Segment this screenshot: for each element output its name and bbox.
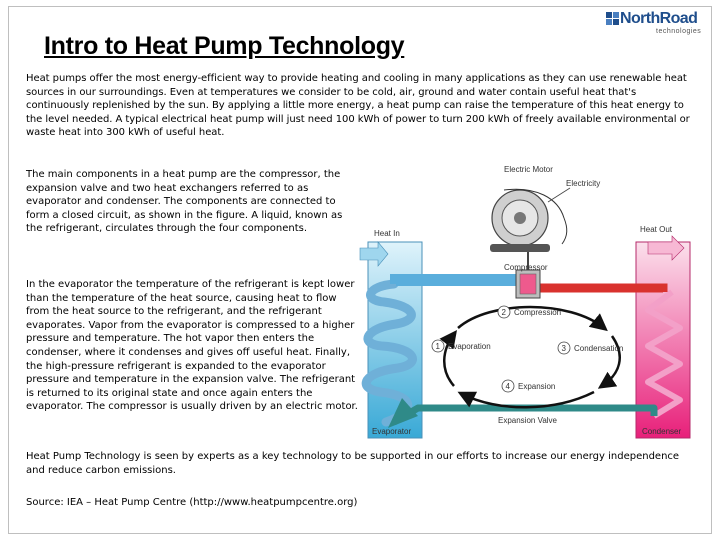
- evaporator-label: Evaporator: [372, 427, 412, 436]
- northroad-logo: [606, 10, 706, 40]
- hot-line: [528, 288, 663, 292]
- logo-mark-icon: [606, 12, 620, 26]
- page-title: Intro to Heat Pump Technology: [44, 32, 405, 60]
- components-paragraph: The main components in a heat pump are the compressor, the expansion valve and two heat exchangers referred to as evaporator and condenser. The components are connected to form a closed circuit, as shown in the figure. A liquid, known as the refrigerant, circulates through the four components.: [26, 169, 343, 235]
- conclusion-paragraph: Heat Pump Technology is seen by experts as a key technology to be supported in our efforts to increase our energy independence and reduce carbon emissions.: [26, 451, 680, 476]
- heat-pump-diagram: [358, 160, 702, 442]
- compression-label: Compression: [514, 308, 562, 317]
- intro-paragraph: Heat pumps offer the most energy-efficient way to provide heating and cooling in many applications as they can use renewable heat sources in our surroundings. Even at temperatures we consider to be cold, air, ground and water contain useful heat that's continuously replenished by the sun. By applying a little more energy, a heat pump can raise the temperature of this heat energy to the level needed. A typical electrical heat pump will just need 100 kWh of power to turn 200 kWh of freely available environmental or waste heat into 300 kWh of useful heat.: [26, 73, 690, 139]
- logo-text: NorthRoad: [620, 10, 698, 27]
- source-paragraph: Source: IEA – Heat Pump Centre (http://www.heatpumpcentre.org): [26, 497, 358, 508]
- electric-motor-label: Electric Motor: [504, 165, 553, 174]
- step-number-3: 3: [561, 344, 566, 353]
- cold-line: [396, 280, 528, 284]
- logo-subtext: technologies: [656, 28, 702, 35]
- electricity-label: Electricity: [566, 179, 601, 188]
- step-number-2: 2: [501, 308, 506, 317]
- condensation-label: Condensation: [574, 344, 624, 353]
- process-paragraph: In the evaporator the temperature of the refrigerant is kept lower than the temperature of the heat source, causing heat to flow from the heat source to the refrigerant, and the refrigerant evaporates. Vapor from the evaporator is compressed to a higher pressure and temperature. The hot vapor then enters the condenser, where it condenses and gives off useful heat. Finally, the high-pressure refrigerant is expanded to the evaporator pressure and temperature in the expansion valve. The refrigerant is returned to its original state and once again enters the evaporator. The compressor is usually driven by an electric motor.: [26, 279, 358, 413]
- condenser-label: Condenser: [642, 427, 682, 436]
- step-number-1: 1: [435, 342, 440, 351]
- step-number-4: 4: [505, 382, 510, 391]
- compressor-label: Compressor: [504, 263, 548, 272]
- evaporation-label: Evaporation: [448, 342, 491, 351]
- expansion-label: Expansion: [518, 382, 556, 391]
- heat-out-label: Heat Out: [640, 225, 673, 234]
- expansion-valve-label: Expansion Valve: [498, 416, 557, 425]
- heat-in-label: Heat In: [374, 229, 400, 238]
